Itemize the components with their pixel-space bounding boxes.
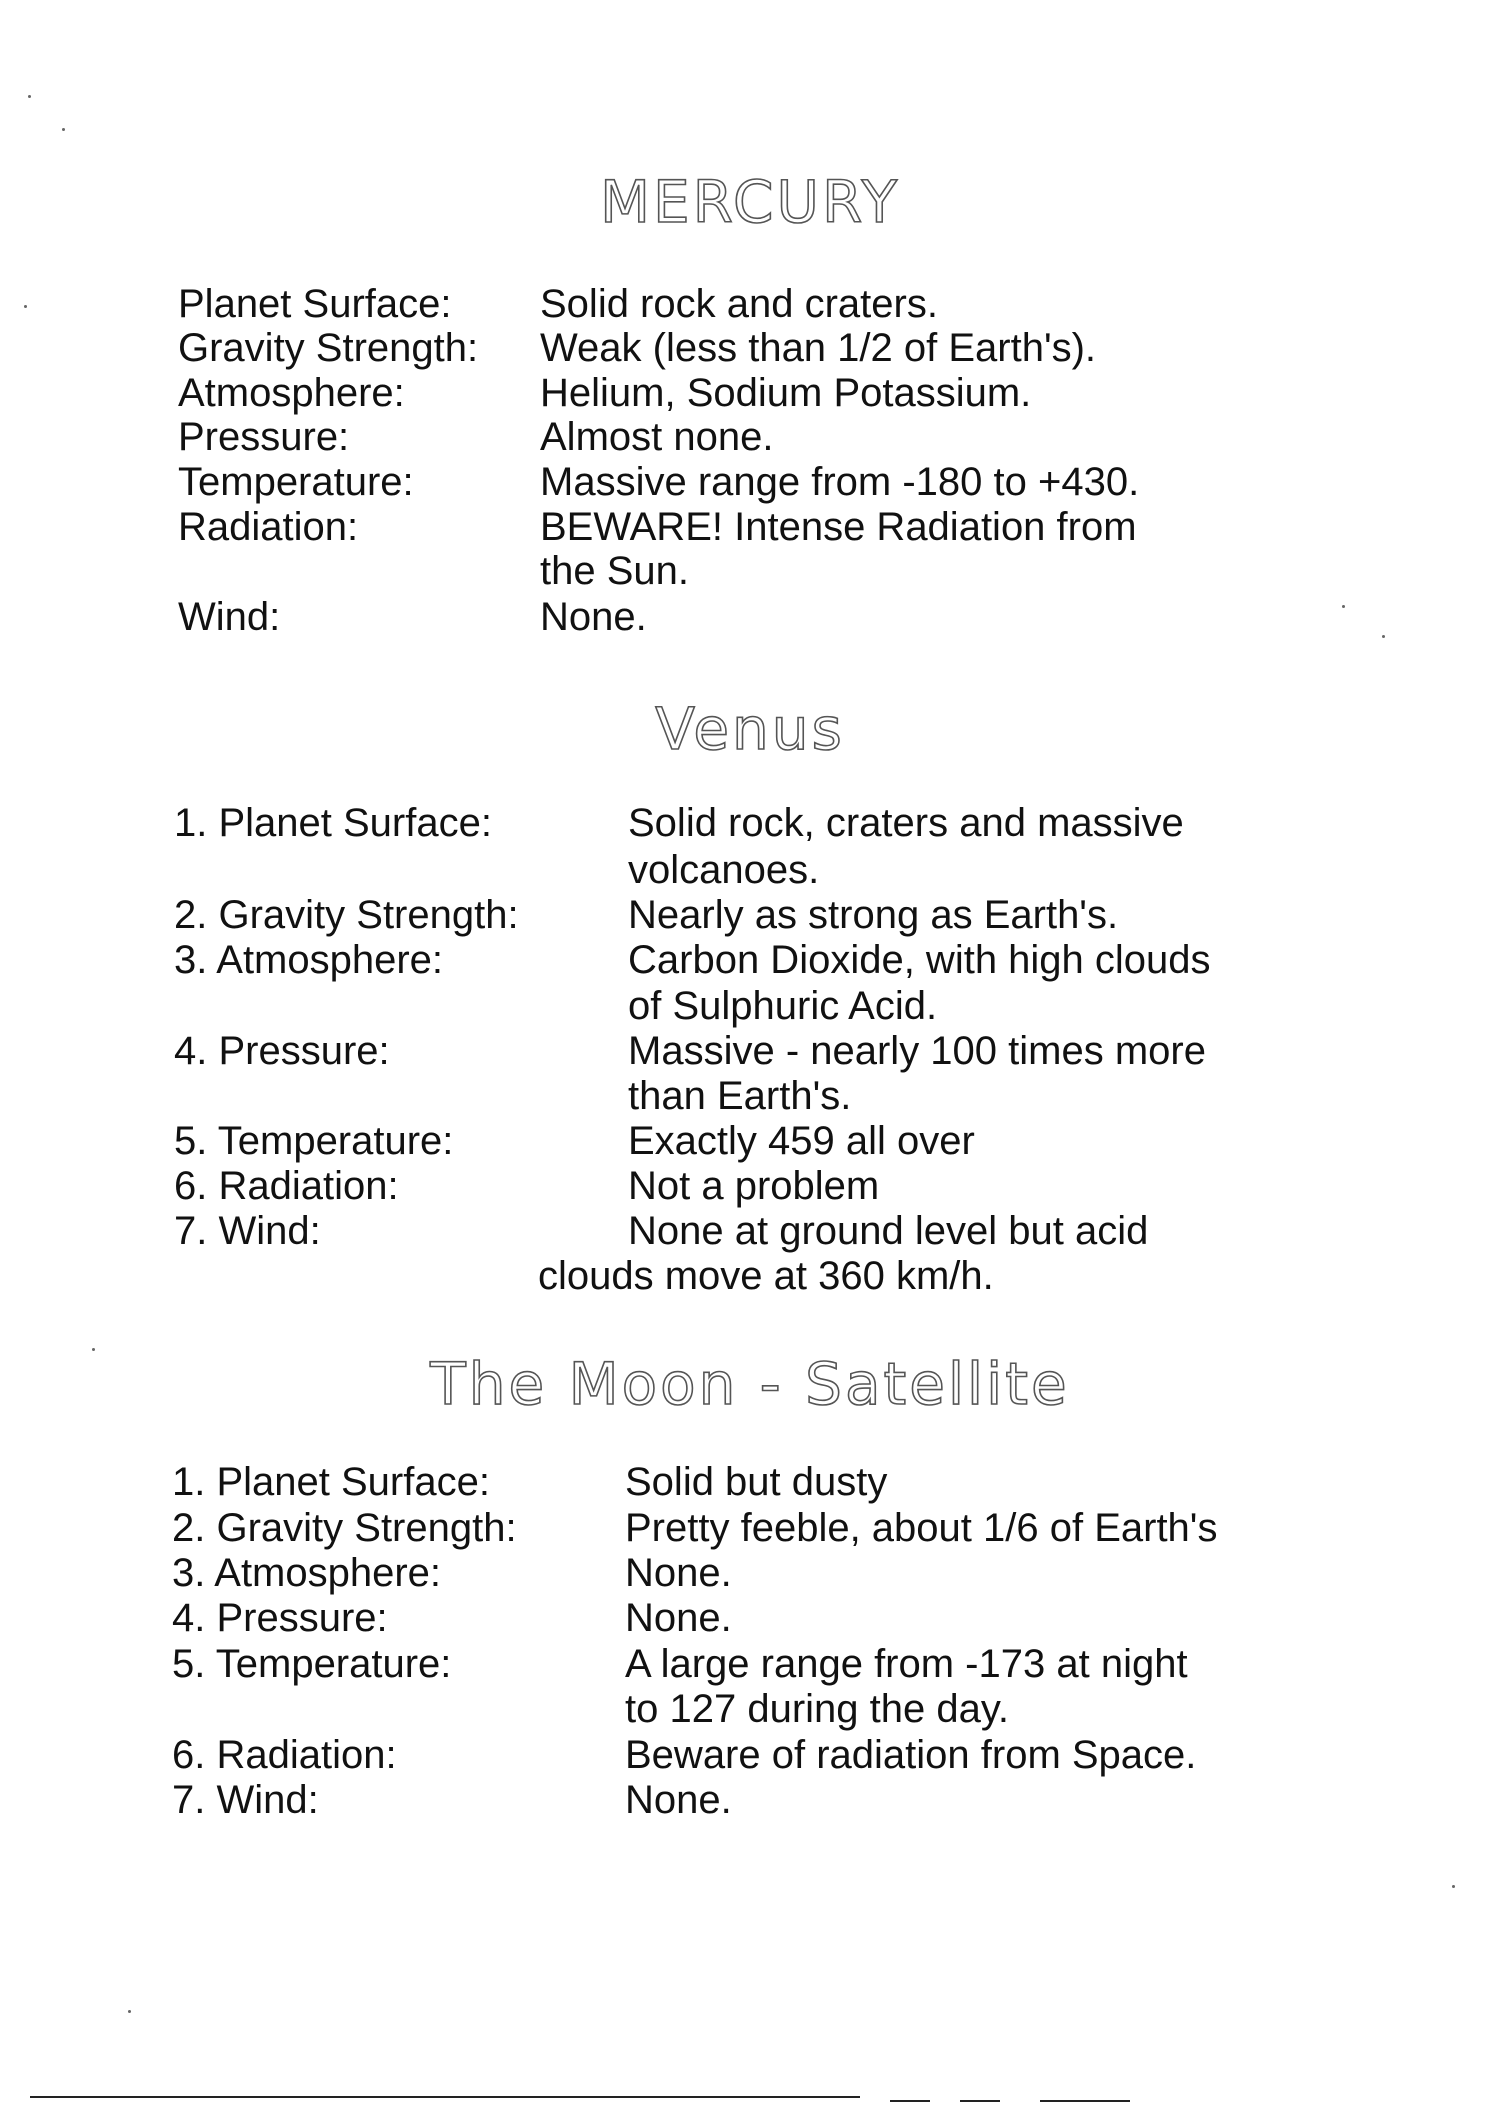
row-value: Exactly 459 all over xyxy=(628,1119,975,1163)
row-value: None. xyxy=(625,1596,732,1640)
row-label: 5. Temperature: xyxy=(172,1642,452,1686)
bottom-rule xyxy=(30,2096,860,2098)
row-value: Massive range from -180 to +430. xyxy=(540,460,1140,504)
venus-atmosphere-continued: of Sulphuric Acid. xyxy=(628,984,938,1028)
venus-wind-continued: clouds move at 360 km/h. xyxy=(538,1254,994,1298)
row-value: Weak (less than 1/2 of Earth's). xyxy=(540,326,1097,370)
scan-speck xyxy=(62,128,65,131)
row-value: Nearly as strong as Earth's. xyxy=(628,893,1119,937)
bottom-rule-dash xyxy=(890,2100,930,2102)
venus-pressure-continued: than Earth's. xyxy=(628,1074,852,1118)
row-value: None. xyxy=(625,1551,732,1595)
row-label: 4. Pressure: xyxy=(174,1029,390,1073)
bottom-rule-dash xyxy=(960,2100,1000,2102)
moon-heading: The Moon - Satellite xyxy=(430,1350,1070,1418)
row-label: 3. Atmosphere: xyxy=(172,1551,442,1595)
venus-heading: Venus xyxy=(655,695,845,763)
row-label: 5. Temperature: xyxy=(174,1119,454,1163)
row-label: 1. Planet Surface: xyxy=(172,1460,490,1504)
row-value: Massive - nearly 100 times more xyxy=(628,1029,1206,1073)
row-label: Atmosphere: xyxy=(178,371,405,415)
scan-speck xyxy=(1382,635,1385,638)
row-value: None. xyxy=(625,1778,732,1822)
scan-speck xyxy=(24,305,27,308)
scan-speck xyxy=(28,95,31,98)
moon-temperature-continued: to 127 during the day. xyxy=(625,1687,1009,1731)
row-label: 7. Wind: xyxy=(174,1209,321,1253)
row-label: 2. Gravity Strength: xyxy=(172,1506,517,1550)
row-label: 6. Radiation: xyxy=(172,1733,397,1777)
row-label: Temperature: xyxy=(178,460,414,504)
row-value: A large range from -173 at night xyxy=(625,1642,1188,1686)
row-label: 1. Planet Surface: xyxy=(174,801,492,845)
row-label: 6. Radiation: xyxy=(174,1164,399,1208)
scan-speck xyxy=(1452,1885,1455,1888)
mercury-heading: MERCURY xyxy=(599,168,901,236)
row-label: 7. Wind: xyxy=(172,1778,319,1822)
row-value: Solid but dusty xyxy=(625,1460,888,1504)
scan-speck xyxy=(1342,605,1345,608)
row-value: Beware of radiation from Space. xyxy=(625,1733,1197,1777)
row-value: BEWARE! Intense Radiation from xyxy=(540,505,1137,549)
row-value: None. xyxy=(540,595,647,639)
row-label: 3. Atmosphere: xyxy=(174,938,444,982)
row-value: Pretty feeble, about 1/6 of Earth's xyxy=(625,1506,1218,1550)
row-value: Solid rock, craters and massive xyxy=(628,801,1184,845)
row-value: Almost none. xyxy=(540,415,774,459)
row-value: Solid rock and craters. xyxy=(540,282,938,326)
row-label: Pressure: xyxy=(178,415,350,459)
row-value: Carbon Dioxide, with high clouds xyxy=(628,938,1211,982)
bottom-rule-dash xyxy=(1040,2100,1130,2102)
row-label: Gravity Strength: xyxy=(178,326,479,370)
scan-speck xyxy=(92,1348,95,1351)
row-label: 4. Pressure: xyxy=(172,1596,388,1640)
mercury-radiation-continued: the Sun. xyxy=(540,549,690,593)
row-label: Radiation: xyxy=(178,505,359,549)
row-label: Planet Surface: xyxy=(178,282,452,326)
row-label: Wind: xyxy=(178,595,281,639)
row-value: Not a problem xyxy=(628,1164,880,1208)
row-value: None at ground level but acid xyxy=(628,1209,1149,1253)
venus-surface-continued: volcanoes. xyxy=(628,848,820,892)
row-label: 2. Gravity Strength: xyxy=(174,893,519,937)
scan-speck xyxy=(128,2010,131,2013)
row-value: Helium, Sodium Potassium. xyxy=(540,371,1032,415)
